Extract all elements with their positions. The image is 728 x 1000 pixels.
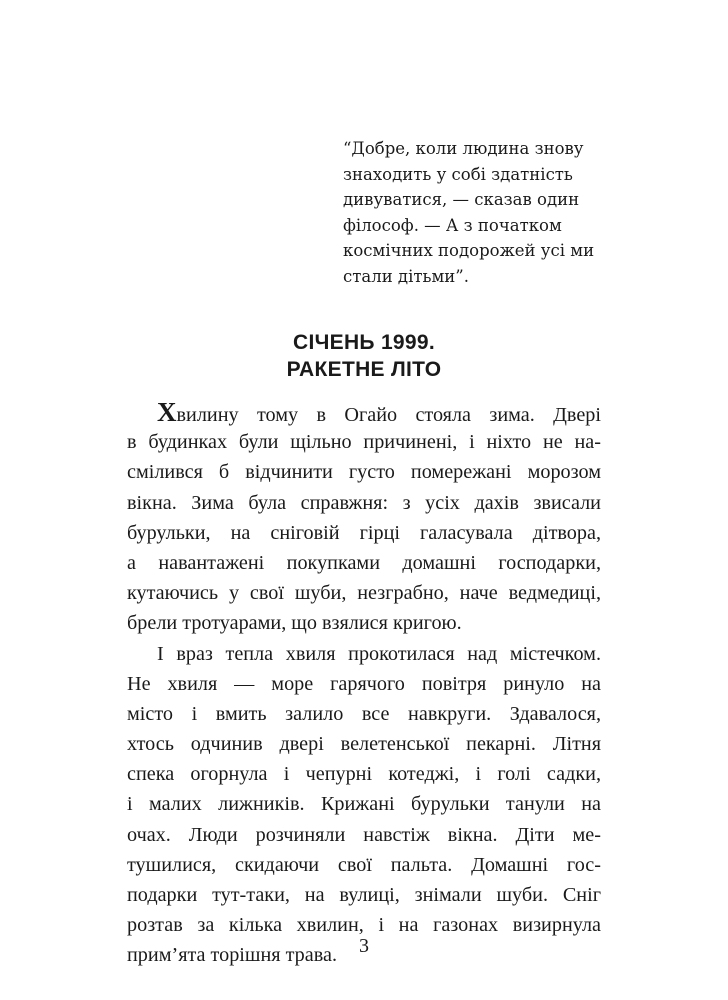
- epigraph: [343, 136, 623, 289]
- epigraph-line: “Добре, коли людина знову: [343, 139, 584, 158]
- text-line: тушилися, скидаючи свої пальта. Домашні гос-: [127, 853, 601, 876]
- text-line: [127, 397, 601, 427]
- text-line: і малих лижників. Крижані бурульки танули на: [127, 793, 601, 816]
- text-line: вікна. Зима була справжня: з усіх дахів звисали: [127, 491, 601, 514]
- body-text: [127, 397, 601, 971]
- text-line: Не хвиля — море гарячого повітря ринуло на: [127, 672, 601, 695]
- text-line: місто і вмить залило все навкруги. Здавалося,: [127, 702, 601, 725]
- page-number: 3: [359, 935, 369, 957]
- chapter-title-line-2: РАКЕТНЕ ЛІТО: [286, 358, 442, 381]
- text-line: подарки тут-таки, на вулиці, знімали шуби. Сніг: [127, 884, 601, 906]
- text-line: розтав за кілька хвилин, і на газонах визирнула: [127, 914, 601, 937]
- text-line: прим’ята торішня трава.: [127, 944, 337, 967]
- epigraph-line: дивуватися, — сказав один: [343, 190, 580, 209]
- chapter-title: [0, 329, 728, 383]
- epigraph-line: стали дітьми”.: [343, 266, 469, 286]
- text-line: кутаючись у свої шуби, незграбно, наче ведмедиці,: [127, 582, 601, 605]
- chapter-title-line-1: СІЧЕНЬ 1999.: [292, 331, 435, 354]
- epigraph-line: космічних подорожей усі ми: [343, 241, 595, 260]
- epigraph-line: знаходить у собі здатність: [343, 164, 573, 184]
- text-line: смілився б відчинити густо помережані морозом: [127, 461, 601, 484]
- text-line: брели тротуарами, що взялися кригою.: [127, 612, 462, 635]
- text-line: бурульки, на сніговій гірці галасувала дітвора,: [127, 521, 601, 544]
- text-line: очах. Люди розчиняли навстіж вікна. Діти ме-: [127, 823, 601, 846]
- text-line: а навантажені покупками домашні господарки,: [127, 551, 601, 574]
- text-line: І враз тепла хвиля прокотилася над містечком.: [157, 642, 601, 665]
- text-line: в будинках були щільно причинені, і ніхто не на-: [127, 431, 601, 454]
- epigraph-line: філософ. — А з початком: [343, 215, 562, 235]
- text-line: спека огорнула і чепурні котеджі, і голі садки,: [127, 763, 601, 786]
- drop-cap: Х: [157, 397, 177, 427]
- text-line: хтось одчинив двері велетенської пекарні. Літня: [127, 733, 601, 756]
- first-line-text: вилину тому в Огайо стояла зима. Двері: [176, 404, 601, 426]
